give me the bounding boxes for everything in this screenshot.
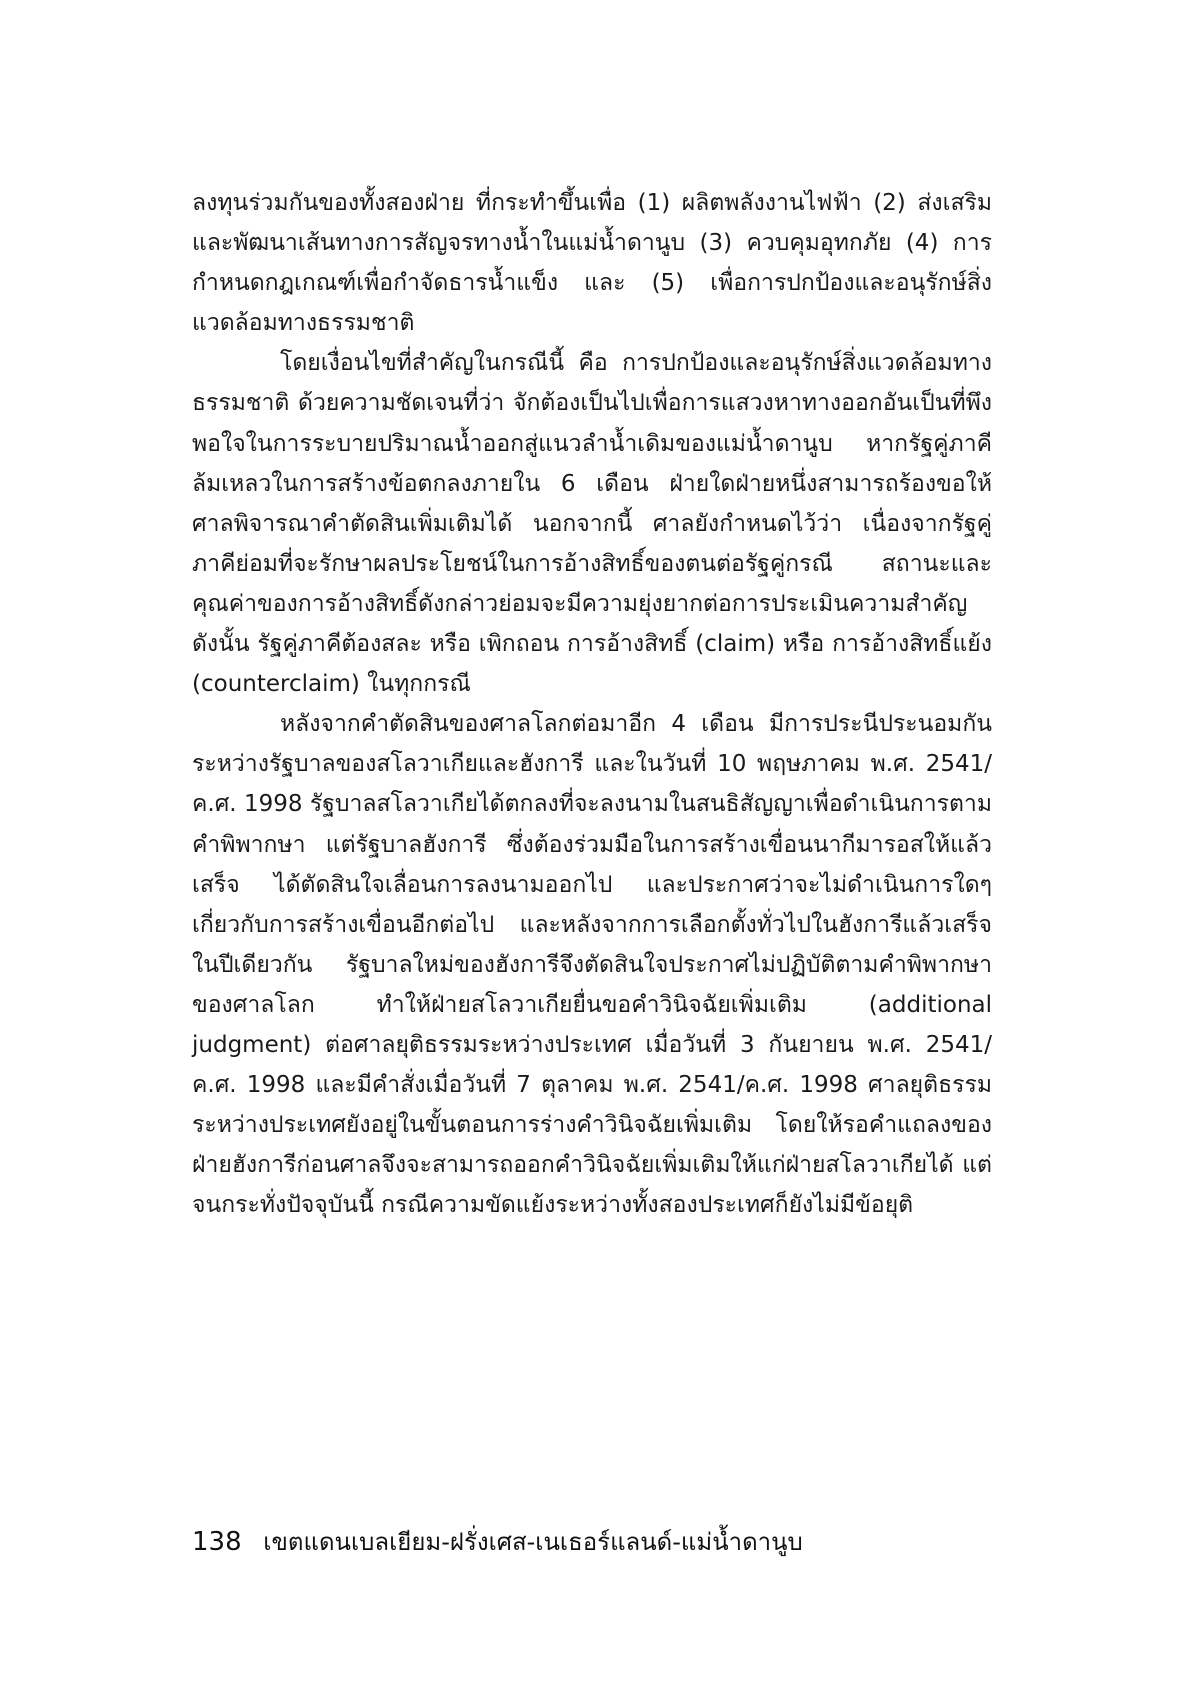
paragraph-3: หลังจากคำตัดสินของศาลโลกต่อมาอีก 4 เดือน มีการประนีประนอมกันระหว่างรัฐบาลของสโลวาเกียและฮังการี และในวันที่ 10 พฤษภาคม พ.ศ. 2541/ค.ศ. 1998 รัฐบาลสโลวาเกียได้ตกลงที่จะลงนามในสนธิสัญญาเพื่อดำเนินการตามคำพิพากษา แต่รัฐบาลฮังการี ซึ่งต้องร่วมมือในการสร้างเขื่อนนากีมารอสให้แล้วเสร็จ ได้ตัดสินใจเลื่อนการลงนามออกไป และประกาศว่าจะไม่ดำเนินการใดๆ เกี่ยวกับการสร้างเขื่อนอีกต่อไป และหลังจากการเลือกตั้งทั่วไปในฮังการีแล้วเสร็จในปีเดียวกัน รัฐบาลใหม่ของฮังการีจึงตัดสินใจประกาศไม่ปฏิบัติตามคำพิพากษาของศาลโลก ทำให้ฝ่ายสโลวาเกียยื่นขอคำวินิจฉัยเพิ่มเติม (additional judgment) ต่อศาลยุติธรรมระหว่างประเทศ เมื่อวันที่ 3 กันยายน พ.ศ. 2541/ค.ศ. 1998 และมีคำสั่งเมื่อวันที่ 7 ตุลาคม พ.ศ. 2541/ค.ศ. 1998 ศาลยุติธรรมระหว่างประเทศยังอยู่ในขั้นตอนการร่างคำวินิจฉัยเพิ่มเติม โดยให้รอคำแถลงของฝ่ายฮังการีก่อนศาลจึงจะสามารถออกคำวินิจฉัยเพิ่มเติมให้แก่ฝ่ายสโลวาเกียได้ แต่จนกระทั่งปัจจุบันนี้ กรณีความขัดแย้งระหว่างทั้งสองประเทศก็ยังไม่มีข้อยุติ bbox=[192, 711, 992, 1219]
paragraph-1: ลงทุนร่วมกันของทั้งสองฝ่าย ที่กระทำขึ้นเพื่อ (1) ผลิตพลังงานไฟฟ้า (2) ส่งเสริมและพัฒนาเส้นทางการสัญจรทางน้ำในแม่น้ำดานูบ (3) ควบคุมอุทกภัย (4) การกำหนดกฎเกณฑ์เพื่อกำจัดธารน้ำแข็ง และ (5) เพื่อการปกป้องและอนุรักษ์สิ่งแวดล้อมทางธรรมชาติ bbox=[192, 190, 992, 337]
page-footer bbox=[192, 1524, 803, 1560]
running-title: เขตแดนเบลเยียม-ฝรั่งเศส-เนเธอร์แลนด์-แม่น้ำดานูบ bbox=[263, 1528, 803, 1556]
paragraph-2: โดยเงื่อนไขที่สำคัญในกรณีนี้ คือ การปกป้องและอนุรักษ์สิ่งแวดล้อมทางธรรมชาติ ด้วยความชัดเจนที่ว่า จักต้องเป็นไปเพื่อการแสวงหาทางออกอันเป็นที่พึงพอใจในการระบายปริมาณน้ำออกสู่แนวลำน้ำเดิมของแม่น้ำดานูบ หากรัฐคู่ภาคีล้มเหลวในการสร้างข้อตกลงภายใน 6 เดือน ฝ่ายใดฝ่ายหนึ่งสามารถร้องขอให้ศาลพิจารณาคำตัดสินเพิ่มเติมได้ นอกจากนี้ ศาลยังกำหนดไว้ว่า เนื่องจากรัฐคู่ภาคีย่อมที่จะรักษาผลประโยชน์ในการอ้างสิทธิ์ของตนต่อรัฐคู่กรณี สถานะและคุณค่าของการอ้างสิทธิ์ดังกล่าวย่อมจะมีความยุ่งยากต่อการประเมินความสำคัญ ดังนั้น รัฐคู่ภาคีต้องสละ หรือ เพิกถอน การอ้างสิทธิ์ (claim) หรือ การอ้างสิทธิ์แย้ง (counterclaim) ในทุกกรณี bbox=[192, 350, 992, 698]
body-text bbox=[192, 183, 992, 1225]
page-number: 138 bbox=[192, 1527, 242, 1557]
